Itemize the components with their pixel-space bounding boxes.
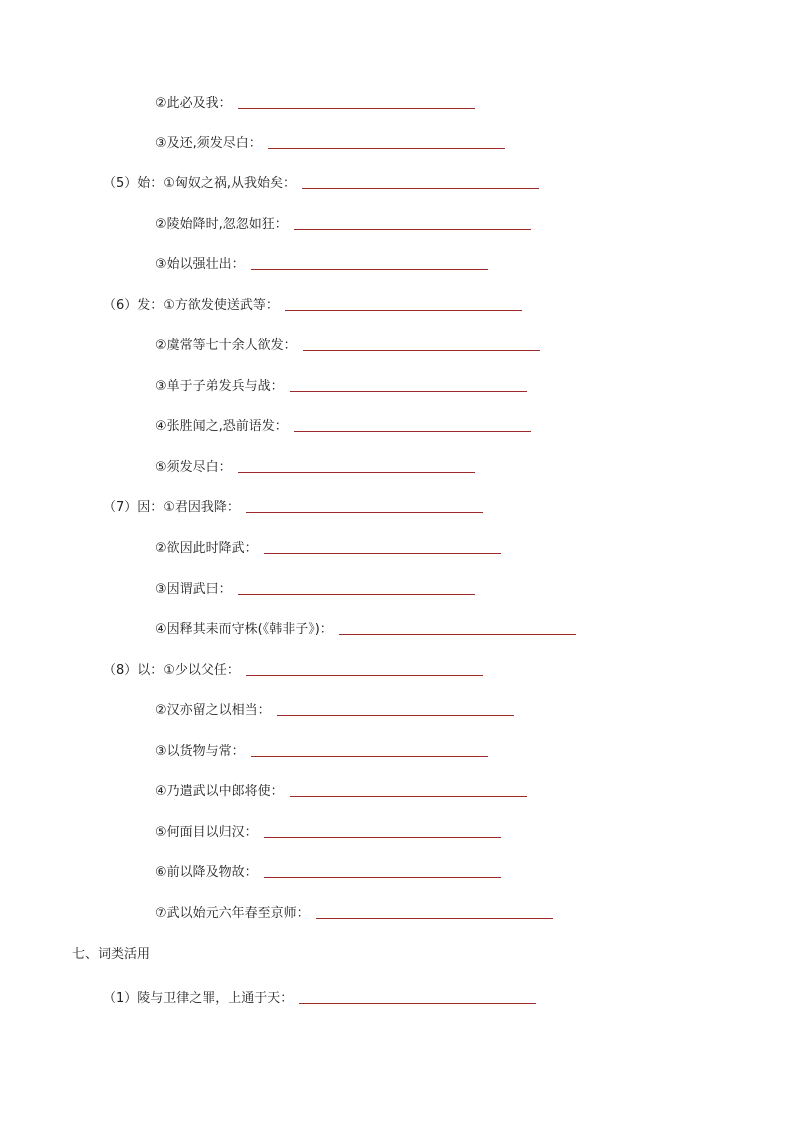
answer-blank[interactable] (316, 917, 553, 919)
answer-blank[interactable] (246, 511, 483, 513)
question-text: ⑥前以降及物故： (155, 865, 258, 880)
question-line (155, 336, 540, 354)
answer-blank[interactable] (299, 1002, 536, 1004)
question-line (155, 215, 531, 233)
question-text: ③以货物与常： (155, 744, 245, 759)
question-text: （6）发：①方欲发使送武等： (103, 298, 279, 313)
answer-blank[interactable] (294, 228, 531, 230)
question-text: ⑤何面目以归汉： (155, 825, 258, 840)
question-text: （8）以：①少以父任： (103, 663, 240, 678)
answer-blank[interactable] (264, 836, 501, 838)
answer-blank[interactable] (251, 268, 488, 270)
answer-blank[interactable] (246, 674, 483, 676)
question-line (155, 904, 553, 922)
question-text: ②汉亦留之以相当： (155, 703, 271, 718)
question-text: （1）陵与卫律之罪，上通于天： (103, 991, 294, 1006)
section-heading (72, 945, 150, 963)
answer-blank[interactable] (264, 876, 501, 878)
question-text: ②此必及我： (155, 96, 232, 111)
answer-blank[interactable] (277, 714, 514, 716)
question-line (155, 742, 488, 760)
answer-blank[interactable] (302, 187, 539, 189)
answer-blank[interactable] (285, 309, 522, 311)
answer-blank[interactable] (238, 107, 475, 109)
answer-blank[interactable] (238, 593, 475, 595)
answer-blank[interactable] (303, 349, 540, 351)
answer-blank[interactable] (294, 430, 531, 432)
answer-blank[interactable] (251, 755, 488, 757)
question-text: ③单于子弟发兵与战： (155, 379, 284, 394)
question-line (103, 989, 536, 1007)
question-line (155, 377, 527, 395)
question-text: ④乃遣武以中郎将使： (155, 784, 284, 799)
question-text: （7）因：①君因我降： (103, 500, 240, 515)
section-title: 七、词类活用 (72, 947, 151, 962)
question-line (103, 174, 539, 192)
question-line (155, 701, 514, 719)
question-line (155, 580, 475, 598)
answer-blank[interactable] (290, 390, 527, 392)
answer-blank[interactable] (264, 552, 501, 554)
answer-blank[interactable] (268, 147, 505, 149)
question-text: ②陵始降时,忽忽如狂： (155, 217, 288, 232)
question-text: ⑦武以始元六年春至京师： (155, 906, 310, 921)
question-line (155, 134, 505, 152)
question-text: ②虞常等七十余人欲发： (155, 338, 297, 353)
question-text: ③始以强壮出： (155, 257, 245, 272)
question-line (155, 823, 501, 841)
question-text: ⑤须发尽白： (155, 460, 232, 475)
question-text: ④因释其耒而守株(《韩非子》)： (155, 622, 333, 637)
answer-blank[interactable] (238, 471, 475, 473)
question-line (155, 539, 501, 557)
question-line (103, 498, 483, 516)
question-text: （5）始：①匈奴之祸,从我始矣： (103, 176, 297, 191)
question-text: ③因谓武曰： (155, 582, 232, 597)
question-line (155, 94, 475, 112)
question-line (103, 296, 522, 314)
answer-blank[interactable] (339, 633, 576, 635)
question-line (155, 417, 531, 435)
question-line (155, 782, 527, 800)
question-line (155, 863, 501, 881)
question-line (155, 458, 475, 476)
question-line (155, 620, 576, 638)
question-line (155, 255, 488, 273)
question-text: ③及还,须发尽白： (155, 136, 262, 151)
question-text: ②欲因此时降武： (155, 541, 258, 556)
question-line (103, 661, 483, 679)
answer-blank[interactable] (290, 795, 527, 797)
question-text: ④张胜闻之,恐前语发： (155, 419, 288, 434)
